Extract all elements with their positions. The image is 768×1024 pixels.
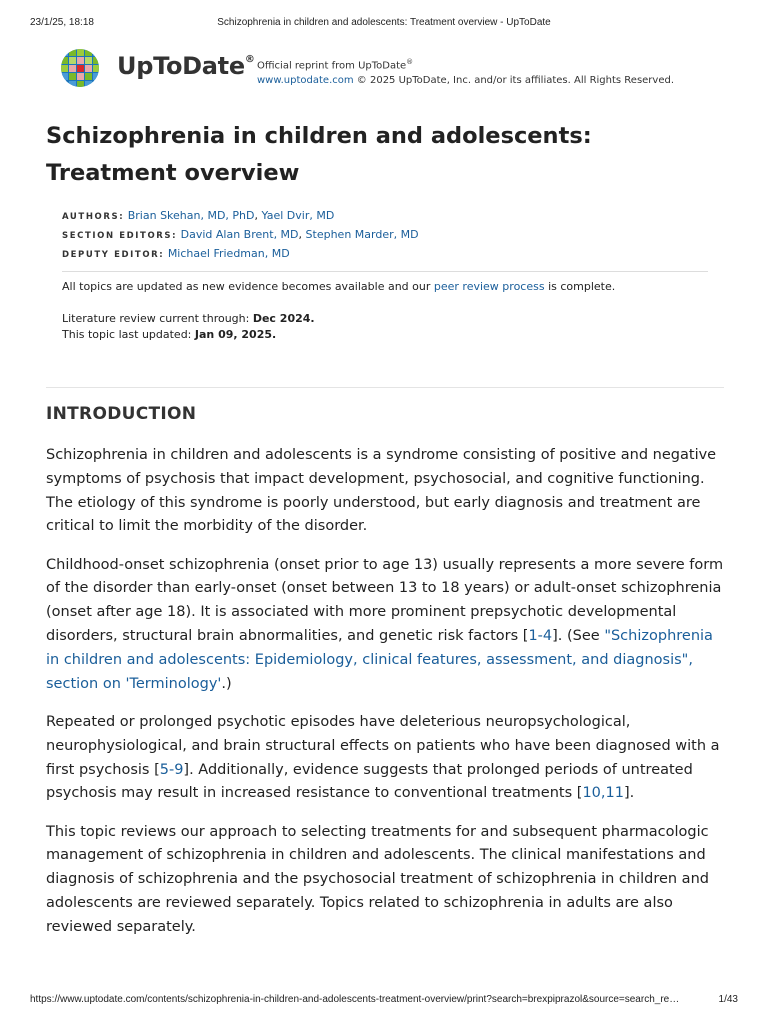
copyright-text: © 2025 UpToDate, Inc. and/or its affiliates. All Rights Reserved. bbox=[353, 75, 675, 87]
paragraph-text: Repeated or prolonged psychotic episodes have deleterious neuropsychological, neurophysiological, and brain structural effects on patients who have been diagnosed with a first psychosis [ bbox=[46, 713, 720, 778]
site-link[interactable]: www.uptodate.com bbox=[257, 75, 354, 87]
lit-review-line bbox=[62, 311, 315, 327]
paragraph-text: ]. bbox=[623, 785, 635, 802]
review-dates bbox=[62, 311, 315, 343]
brand-header bbox=[60, 48, 710, 92]
last-updated-label: This topic last updated: bbox=[62, 328, 195, 341]
paragraph-text: ]. (See bbox=[552, 628, 605, 645]
print-page-number: 1/43 bbox=[718, 994, 738, 1005]
author-link[interactable]: Brian Skehan, MD, PhD bbox=[127, 209, 255, 222]
print-page-title: Schizophrenia in children and adolescents: Treatment overview - UpToDate bbox=[217, 17, 551, 28]
deputy-editor-label: DEPUTY EDITOR: bbox=[62, 250, 165, 260]
paragraph: This topic reviews our approach to selecting treatments for and subsequent pharmacologic management of schizophrenia in children and adolescents. The clinical manifestations and diagnosis of schizophrenia and the psychosocial treatment of schizophrenia in children and adolescents are reviewed separately. Topics related to schizophrenia in adults are also reviewed separately. bbox=[46, 823, 709, 935]
last-updated-line bbox=[62, 327, 315, 343]
paragraph-text: Childhood-onset schizophrenia (onset prior to age 13) usually represents a more severe form of the disorder than early-onset (onset between 13 to 18 years) or adult-onset schizophrenia (onset after age 18). It is associated with more prominent prepsychotic developmental disorders, structural brain abnormalities, and genetic risk factors [ bbox=[46, 556, 724, 645]
reference-link[interactable]: 1-4 bbox=[528, 628, 553, 645]
last-updated-date: Jan 09, 2025. bbox=[194, 328, 277, 341]
section-editors-label: SECTION EDITORS: bbox=[62, 231, 178, 241]
paragraph-text: ]. Additionally, evidence suggests that prolonged periods of untreated psychosis may result in increased resistance to conventional treatments [ bbox=[46, 761, 693, 802]
article-body bbox=[46, 444, 730, 954]
paragraph-text: .) bbox=[221, 675, 232, 692]
deputy-editor-link[interactable]: Michael Friedman, MD bbox=[167, 247, 290, 260]
lit-review-label: Literature review current through: bbox=[62, 312, 253, 325]
brand-registered-mark: ® bbox=[244, 54, 255, 65]
reprint-registered-mark: ® bbox=[406, 58, 414, 66]
paragraph bbox=[46, 711, 730, 806]
deputy-editor-row bbox=[62, 245, 419, 264]
section-heading: INTRODUCTION bbox=[46, 404, 197, 424]
print-datetime: 23/1/25, 18:18 bbox=[30, 17, 94, 28]
uptodate-logo-icon bbox=[60, 48, 102, 90]
divider bbox=[46, 387, 724, 388]
notice-text-end: is complete. bbox=[544, 280, 616, 293]
author-link[interactable]: Yael Dvir, MD bbox=[261, 209, 335, 222]
section-editor-link[interactable]: David Alan Brent, MD bbox=[180, 228, 299, 241]
authors-row: AUTHORS: Brian Skehan, MD, PhD, Yael Dvir, MD bbox=[62, 209, 335, 222]
brand-wordmark bbox=[117, 52, 255, 80]
article-title: Schizophrenia in children and adolescents: Treatment overview bbox=[46, 123, 592, 186]
reference-link[interactable]: 10,11 bbox=[582, 785, 624, 802]
contributors-block bbox=[62, 207, 419, 264]
section-editor-link[interactable]: Stephen Marder, MD bbox=[305, 228, 419, 241]
print-url: https://www.uptodate.com/contents/schizophrenia-in-children-and-adolescents-treatment-overview/print?search=brexpiprazol&source=search_re… bbox=[30, 994, 680, 1005]
notice-text: All topics are updated as new evidence becomes available and our bbox=[62, 280, 434, 293]
topic-link[interactable]: "Schizophrenia in children and adolescents: Epidemiology, clinical features, assessment, and diagnosis", section on 'Terminology' bbox=[46, 628, 713, 692]
lit-review-date: Dec 2024. bbox=[252, 312, 315, 325]
paragraph bbox=[46, 554, 730, 697]
peer-review-link[interactable]: peer review process bbox=[433, 280, 545, 293]
authors-label: AUTHORS: bbox=[62, 212, 125, 222]
divider bbox=[62, 271, 708, 272]
reprint-notice bbox=[257, 55, 674, 88]
brand-name: UpToDate bbox=[117, 52, 245, 80]
reference-link[interactable]: 5-9 bbox=[159, 761, 184, 778]
paragraph: Schizophrenia in children and adolescents is a syndrome consisting of positive and negative symptoms of psychosis that impact development, psychosocial, and cognitive functioning. The etiology of this syndrome is poorly understood, but early diagnosis and treatment are critical to limit the morbidity of the disorder. bbox=[46, 447, 717, 535]
update-notice bbox=[62, 279, 615, 295]
section-editors-row: SECTION EDITORS: David Alan Brent, MD, Stephen Marder, MD bbox=[62, 228, 419, 241]
reprint-line: Official reprint from UpToDate bbox=[257, 60, 407, 72]
